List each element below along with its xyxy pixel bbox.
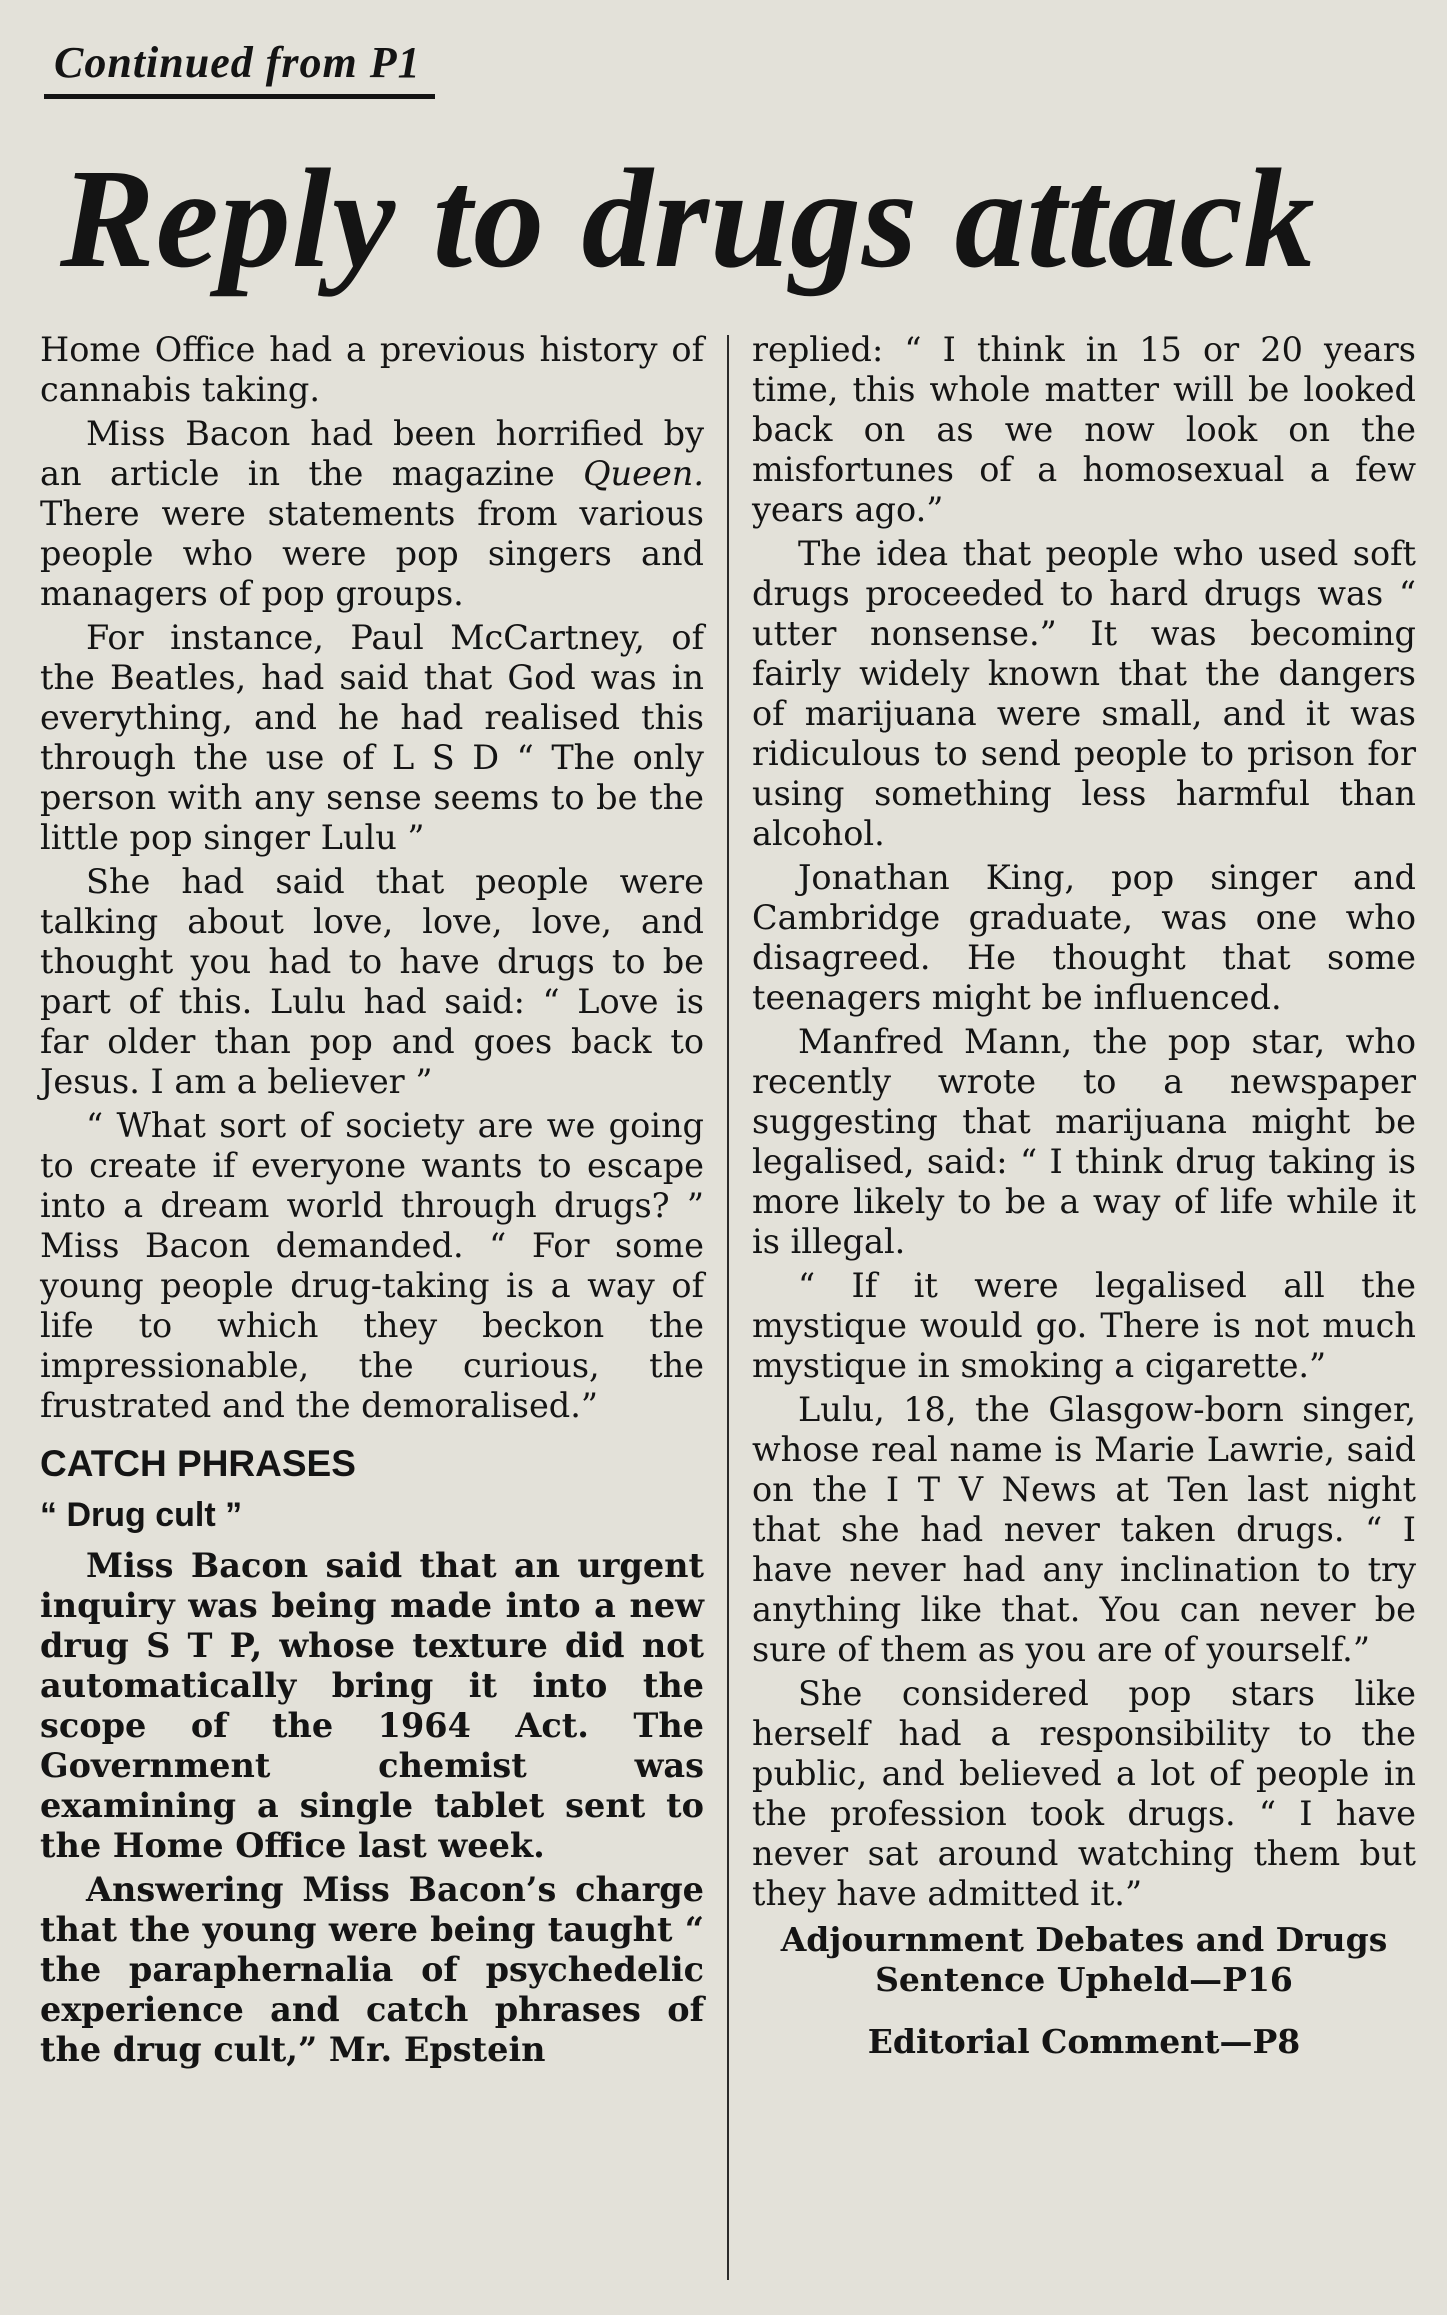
paragraph-text: There were statements from various people who were pop singers and managers of pop groups.: [40, 494, 704, 613]
cross-reference-adjournment: [752, 1920, 1416, 2000]
paragraph: She had said that people were talking about love, love, love, and thought you had to have drugs to be part of this. Lulu had said: “ Love is far older than pop and goes back to Jesus. I am a believer ”: [40, 862, 704, 1101]
paragraph: “ What sort of society are we going to create if everyone wants to escape into a dream world through drugs? ” Miss Bacon demanded. “ For some young people drug-taking is a way of life to which they beckon the impressionable, the curious, the frustrated and the demoralised.”: [40, 1106, 704, 1425]
paragraph: “ If it were legalised all the mystique would go. There is not much mystique in smoking a cigarette.”: [752, 1266, 1416, 1385]
cross-reference-editorial: Editorial Comment—P8: [867, 2022, 1301, 2061]
article-column-right: [752, 330, 1416, 2062]
paragraph: She considered pop stars like herself had a responsibility to the public, and believed a lot of people in the profession took drugs. “ I have never sat around watching them but they have admitted it.”: [752, 1674, 1416, 1913]
magazine-name: Queen.: [583, 454, 704, 493]
paragraph: The idea that people who used soft drugs proceeded to hard drugs was “ utter nonsense.” It was becoming fairly widely known that the dangers of marijuana were small, and it was ridiculous to send people to prison for using something less harmful than alcohol.: [752, 534, 1416, 853]
paragraph: [40, 414, 704, 614]
paragraph-text: Miss Bacon had been horrified by an article in the magazine: [40, 414, 704, 493]
paragraph: Miss Bacon said that an urgent inquiry was being made into a new drug S T P, whose texture did not automatically bring it into the scope of the 1964 Act. The Government chemist was examining a single tablet sent to the Home Office last week.: [40, 1546, 704, 1865]
section-subheading: CATCH PHRASES: [40, 1443, 356, 1484]
paragraph: Manfred Mann, the pop star, who recently wrote to a newspaper suggesting that marijuana might be legalised, said: “ I think drug taking is more likely to be a way of life while it is illegal.: [752, 1022, 1416, 1261]
paragraph: Lulu, 18, the Glasgow-born singer, whose real name is Marie Lawrie, said on the I T V News at Ten last night that she had never taken drugs. “ I have never had any inclination to try anything like that. You can never be sure of them as you are of yourself.”: [752, 1390, 1416, 1669]
section-subsubheading: “ Drug cult ”: [40, 1496, 243, 1534]
paragraph: For instance, Paul McCartney, of the Beatles, had said that God was in everything, and he had realised this through the use of L S D “ The only person with any sense seems to be the little pop singer Lulu ”: [40, 618, 704, 857]
cross-reference-line: Adjournment Debates and Drugs: [780, 1920, 1388, 1959]
paragraph: replied: “ I think in 15 or 20 years time, this whole matter will be looked back on as we now look on the misfortunes of a homosexual a few years ago.”: [752, 330, 1416, 529]
headline: Reply to drugs attack: [60, 139, 1316, 297]
paragraph: Home Office had a previous history of cannabis taking.: [40, 330, 704, 409]
paragraph: Answering Miss Bacon’s charge that the young were being taught “ the paraphernalia of psychedelic experience and catch phrases of the drug cult,” Mr. Epstein: [40, 1870, 704, 2069]
cross-reference-line: Sentence Upheld—P16: [875, 1960, 1293, 1999]
continued-from-label: Continued from P1: [44, 36, 435, 99]
article-column-left: [40, 330, 704, 2074]
paragraph: Jonathan King, pop singer and Cambridge graduate, was one who disagreed. He thought that some teenagers might be influenced.: [752, 858, 1416, 1017]
column-divider: [727, 335, 729, 2280]
